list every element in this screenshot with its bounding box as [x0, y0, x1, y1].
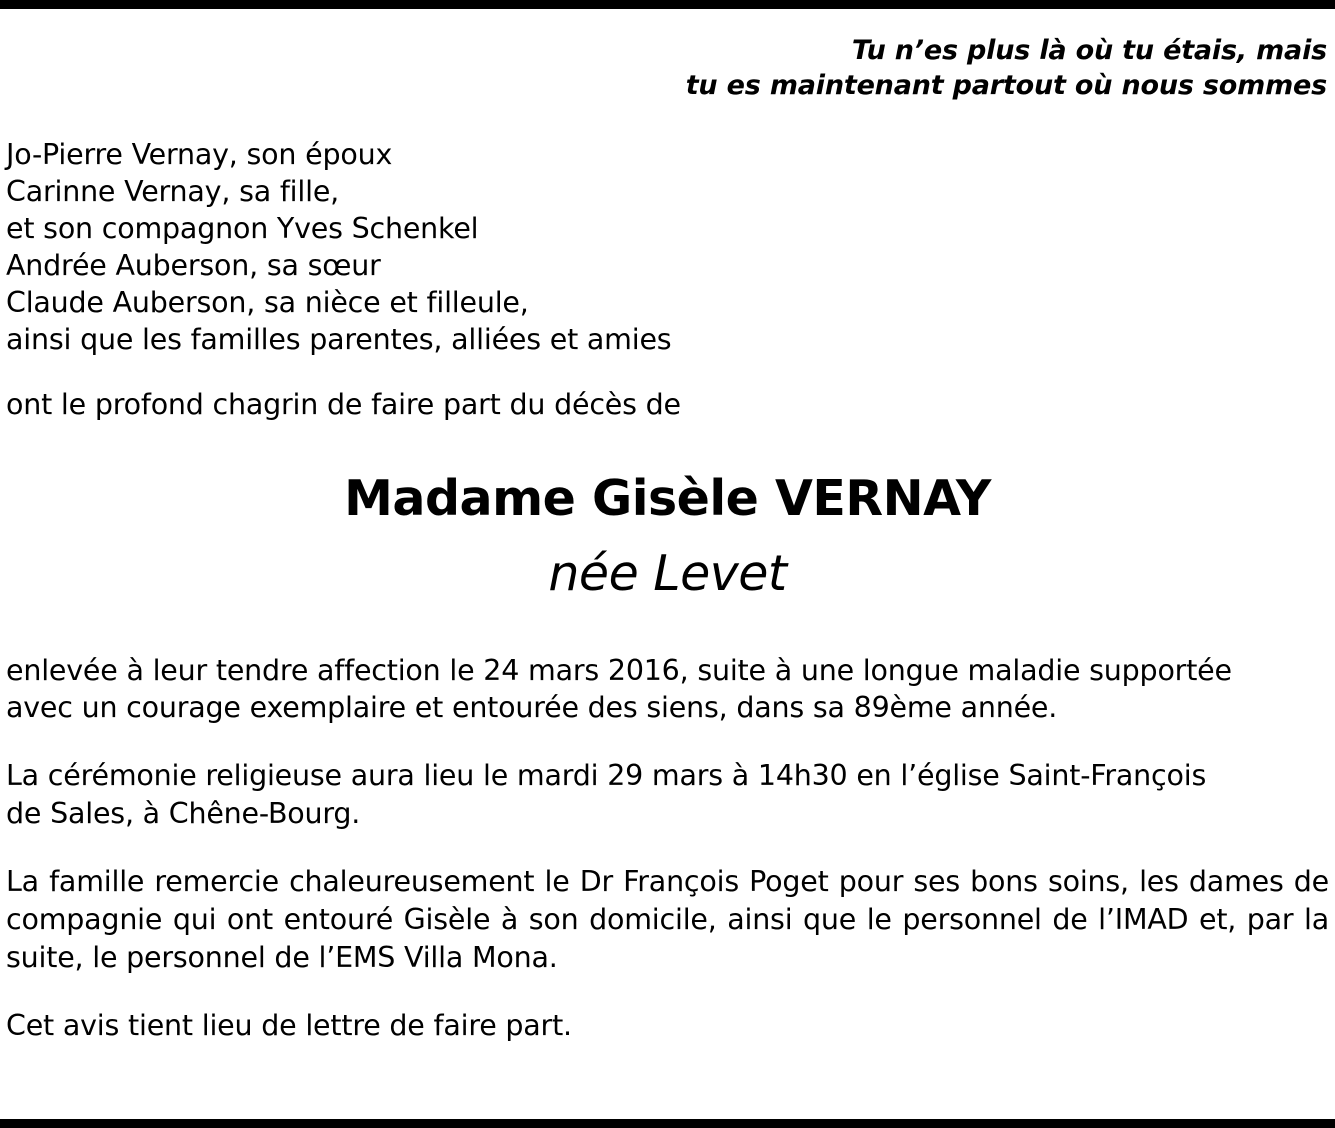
paragraph-death-line-2: avec un courage exemplaire et entourée des siens, dans sa 89ème année. — [6, 691, 1058, 725]
paragraph-ceremony-line-1: La cérémonie religieuse aura lieu le mardi 29 mars à 14h30 en l’église Saint-François — [6, 759, 1207, 793]
bottom-rule-divider — [0, 1119, 1335, 1128]
top-rule-divider — [0, 0, 1335, 9]
epigraph-line-1: Tu n’es plus là où tu étais, mais — [851, 35, 1327, 66]
deceased-maiden-name: née Levet — [548, 544, 787, 602]
paragraph-thanks: La famille remercie chaleureusement le Dr François Poget pour ses bons soins, les dames de compagnie qui ont entouré Gisèle à son domicile, ainsi que le personnel de l’IMAD et, par la suite, le personnel de l’EMS Villa Mona. — [6, 865, 1329, 974]
family-list — [6, 136, 1329, 358]
family-line: et son compagnon Yves Schenkel — [6, 212, 479, 246]
epigraph-line-2: tu es maintenant partout où nous sommes — [685, 70, 1327, 102]
notice-content — [0, 9, 1335, 1119]
paragraph-ceremony-line-2: de Sales, à Chêne-Bourg. — [6, 797, 361, 831]
epigraph — [6, 33, 1329, 103]
family-line: Andrée Auberson, sa sœur — [6, 249, 381, 283]
paragraph-ceremony — [6, 757, 1329, 833]
deceased-name: Madame Gisèle VERNAY — [344, 469, 991, 527]
paragraph-death-line-1: enlevée à leur tendre affection le 24 mars 2016, suite à une longue maladie supportée — [6, 653, 1232, 687]
family-line: ainsi que les familles parentes, alliées et amies — [6, 323, 672, 357]
announcement-text: ont le profond chagrin de faire part du décès de — [6, 388, 681, 422]
family-line: Jo-Pierre Vernay, son époux — [6, 138, 393, 172]
family-line: Carinne Vernay, sa fille, — [6, 175, 340, 209]
family-line: Claude Auberson, sa nièce et filleule, — [6, 286, 529, 320]
paragraph-death — [6, 652, 1329, 728]
closing-text: Cet avis tient lieu de lettre de faire part. — [6, 1008, 572, 1042]
